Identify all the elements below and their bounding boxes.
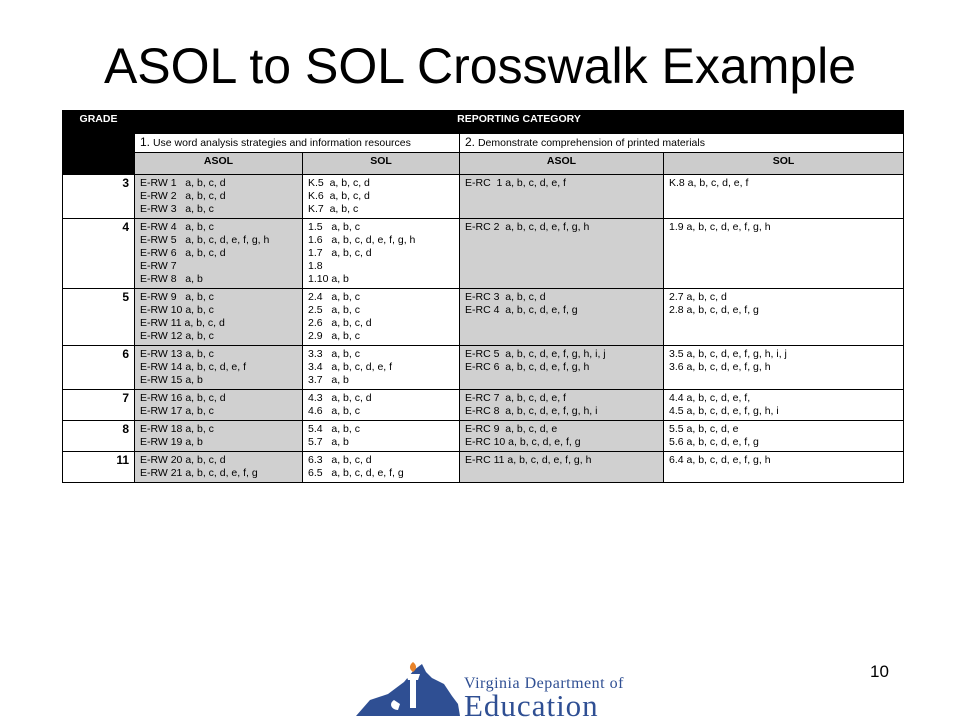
vdoe-logo [348, 660, 628, 723]
asol-cat1-cell [135, 346, 303, 390]
asol-cat1-cell [135, 175, 303, 219]
asol-cat1-cell [135, 289, 303, 346]
header-row [63, 111, 904, 134]
cell-line: E-RW 11 a, b, c, d [140, 317, 225, 329]
asol-cat1-cell [135, 390, 303, 421]
grade-cell: 3 [63, 175, 135, 219]
cell-line: K.6 a, b, c, d [308, 190, 370, 202]
cell-line: E-RC 5 a, b, c, d, e, f, g, h, i, j [465, 348, 606, 360]
sol-cat2-cell [664, 452, 904, 483]
cell-line: E-RW 3 a, b, c [140, 203, 214, 215]
grade-cell: 7 [63, 390, 135, 421]
logo-line-1: Virginia Department of [464, 675, 624, 692]
category-row [63, 134, 904, 153]
sol-cat1-cell [303, 452, 460, 483]
table-row [63, 452, 904, 483]
table-row [63, 219, 904, 289]
cell-line: 2.8 a, b, c, d, e, f, g [669, 304, 759, 316]
logo-line-2: Education [464, 688, 599, 723]
cell-line: E-RW 1 a, b, c, d [140, 177, 226, 189]
asol-cat2-cell [460, 219, 664, 289]
slide-title: ASOL to SOL Crosswalk Example [103, 38, 857, 94]
cell-line: 5.5 a, b, c, d, e [669, 423, 739, 435]
category-1 [135, 134, 460, 153]
cell-line: E-RW 7 [140, 260, 177, 272]
cell-line: E-RW 19 a, b [140, 436, 203, 448]
cell-line: 1.5 a, b, c [308, 221, 360, 233]
cell-line: E-RC 4 a, b, c, d, e, f, g [465, 304, 578, 316]
subheader-asol-2: ASOL [460, 153, 664, 175]
subheader-sol-1: SOL [303, 153, 460, 175]
cell-line: 3.7 a, b [308, 374, 349, 386]
cell-line: 4.6 a, b, c [308, 405, 360, 417]
asol-cat2-cell [460, 452, 664, 483]
cell-line: 3.4 a, b, c, d, e, f [308, 361, 393, 373]
cell-line: 6.4 a, b, c, d, e, f, g, h [669, 454, 771, 466]
grade-cell: 8 [63, 421, 135, 452]
asol-cat2-cell [460, 390, 664, 421]
grade-cell: 11 [63, 452, 135, 483]
table-body [63, 175, 904, 483]
cell-line: 1.6 a, b, c, d, e, f, g, h [308, 234, 416, 246]
sol-cat1-cell [303, 421, 460, 452]
cell-line: 5.4 a, b, c [308, 423, 360, 435]
cell-line: E-RW 9 a, b, c [140, 291, 214, 303]
cell-line: 4.5 a, b, c, d, e, f, g, h, i [669, 405, 779, 417]
asol-cat2-cell [460, 289, 664, 346]
grade-cell: 4 [63, 219, 135, 289]
sol-cat2-cell [664, 289, 904, 346]
cell-line: E-RW 16 a, b, c, d [140, 392, 226, 404]
cell-line: E-RC 11 a, b, c, d, e, f, g, h [465, 454, 592, 466]
cell-line: K.8 a, b, c, d, e, f [669, 177, 749, 189]
cell-line: 1.10 a, b [308, 273, 349, 285]
cell-line: E-RC 10 a, b, c, d, e, f, g [465, 436, 581, 448]
table-row [63, 175, 904, 219]
sol-cat1-cell [303, 175, 460, 219]
cell-line: E-RC 2 a, b, c, d, e, f, g, h [465, 221, 590, 233]
asol-cat2-cell [460, 421, 664, 452]
cell-line: 5.6 a, b, c, d, e, f, g [669, 436, 759, 448]
sol-cat1-cell [303, 219, 460, 289]
asol-cat1-cell [135, 421, 303, 452]
cell-line: E-RW 18 a, b, c [140, 423, 214, 435]
cell-line: K.7 a, b, c [308, 203, 359, 215]
table-row [63, 421, 904, 452]
category-1-number: 1. [140, 135, 151, 149]
cell-line: 4.3 a, b, c, d [308, 392, 372, 404]
sol-cat2-cell [664, 219, 904, 289]
sol-cat1-cell [303, 390, 460, 421]
category-2-number: 2. [465, 135, 476, 149]
grade-header [63, 111, 135, 175]
cell-line: 1.9 a, b, c, d, e, f, g, h [669, 221, 771, 233]
sol-cat2-cell [664, 175, 904, 219]
cell-line: 3.3 a, b, c [308, 348, 360, 360]
table-row [63, 289, 904, 346]
cell-line: E-RW 13 a, b, c [140, 348, 214, 360]
cell-line: 5.7 a, b [308, 436, 349, 448]
table-row [63, 390, 904, 421]
asol-cat2-cell [460, 175, 664, 219]
cell-line: 6.3 a, b, c, d [308, 454, 372, 466]
asol-cat1-cell [135, 452, 303, 483]
asol-cat2-cell [460, 346, 664, 390]
cell-line: E-RW 2 a, b, c, d [140, 190, 226, 202]
subheader-sol-2: SOL [664, 153, 904, 175]
sol-cat1-cell [303, 289, 460, 346]
cell-line: E-RW 10 a, b, c [140, 304, 214, 316]
asol-cat1-cell [135, 219, 303, 289]
sol-cat2-cell [664, 421, 904, 452]
grade-cell: 6 [63, 346, 135, 390]
cell-line: E-RW 4 a, b, c [140, 221, 214, 233]
cell-line: 2.7 a, b, c, d [669, 291, 727, 303]
cell-line: E-RW 6 a, b, c, d [140, 247, 226, 259]
cell-line: E-RC 7 a, b, c, d, e, f [465, 392, 566, 404]
cell-line: 2.5 a, b, c [308, 304, 360, 316]
cell-line: 6.5 a, b, c, d, e, f, g [308, 467, 404, 479]
category-2 [460, 134, 904, 153]
cell-line: 3.5 a, b, c, d, e, f, g, h, i, j [669, 348, 787, 360]
cell-line: 1.8 [308, 260, 323, 272]
crosswalk-table [62, 110, 904, 483]
cell-line: E-RC 9 a, b, c, d, e [465, 423, 558, 435]
cell-line: 1.7 a, b, c, d [308, 247, 372, 259]
cell-line: 2.6 a, b, c, d [308, 317, 372, 329]
cell-line: 2.4 a, b, c [308, 291, 360, 303]
cell-line: E-RW 20 a, b, c, d [140, 454, 226, 466]
grade-header-label: GRADE [79, 113, 118, 125]
category-1-text: Use word analysis strategies and information resources [152, 137, 411, 149]
category-2-text: Demonstrate comprehension of printed materials [477, 137, 705, 149]
cell-line: E-RC 6 a, b, c, d, e, f, g, h [465, 361, 590, 373]
sol-cat2-cell [664, 346, 904, 390]
cell-line: E-RW 21 a, b, c, d, e, f, g [140, 467, 258, 479]
cell-line: E-RC 1 a, b, c, d, e, f [465, 177, 566, 189]
sol-cat2-cell [664, 390, 904, 421]
reporting-category-label: REPORTING CATEGORY [457, 113, 581, 125]
cell-line: E-RC 3 a, b, c, d [465, 291, 546, 303]
subheader-row [63, 153, 904, 175]
cell-line: 3.6 a, b, c, d, e, f, g, h [669, 361, 771, 373]
table-row [63, 346, 904, 390]
cell-line: E-RW 17 a, b, c [140, 405, 214, 417]
subheader-asol-1: ASOL [135, 153, 303, 175]
reporting-category-header [135, 111, 904, 134]
cell-line: E-RW 12 a, b, c [140, 330, 214, 342]
cell-line: E-RW 14 a, b, c, d, e, f [140, 361, 247, 373]
cell-line: E-RC 8 a, b, c, d, e, f, g, h, i [465, 405, 598, 417]
cell-line: 4.4 a, b, c, d, e, f, [669, 392, 751, 404]
page-number: 10 [870, 662, 889, 681]
virginia-state-icon [348, 660, 468, 720]
cell-line: E-RW 5 a, b, c, d, e, f, g, h [140, 234, 270, 246]
sol-cat1-cell [303, 346, 460, 390]
cell-line: K.5 a, b, c, d [308, 177, 370, 189]
cell-line: E-RW 8 a, b [140, 273, 203, 285]
cell-line: E-RW 15 a, b [140, 374, 203, 386]
cell-line: 2.9 a, b, c [308, 330, 360, 342]
grade-cell: 5 [63, 289, 135, 346]
